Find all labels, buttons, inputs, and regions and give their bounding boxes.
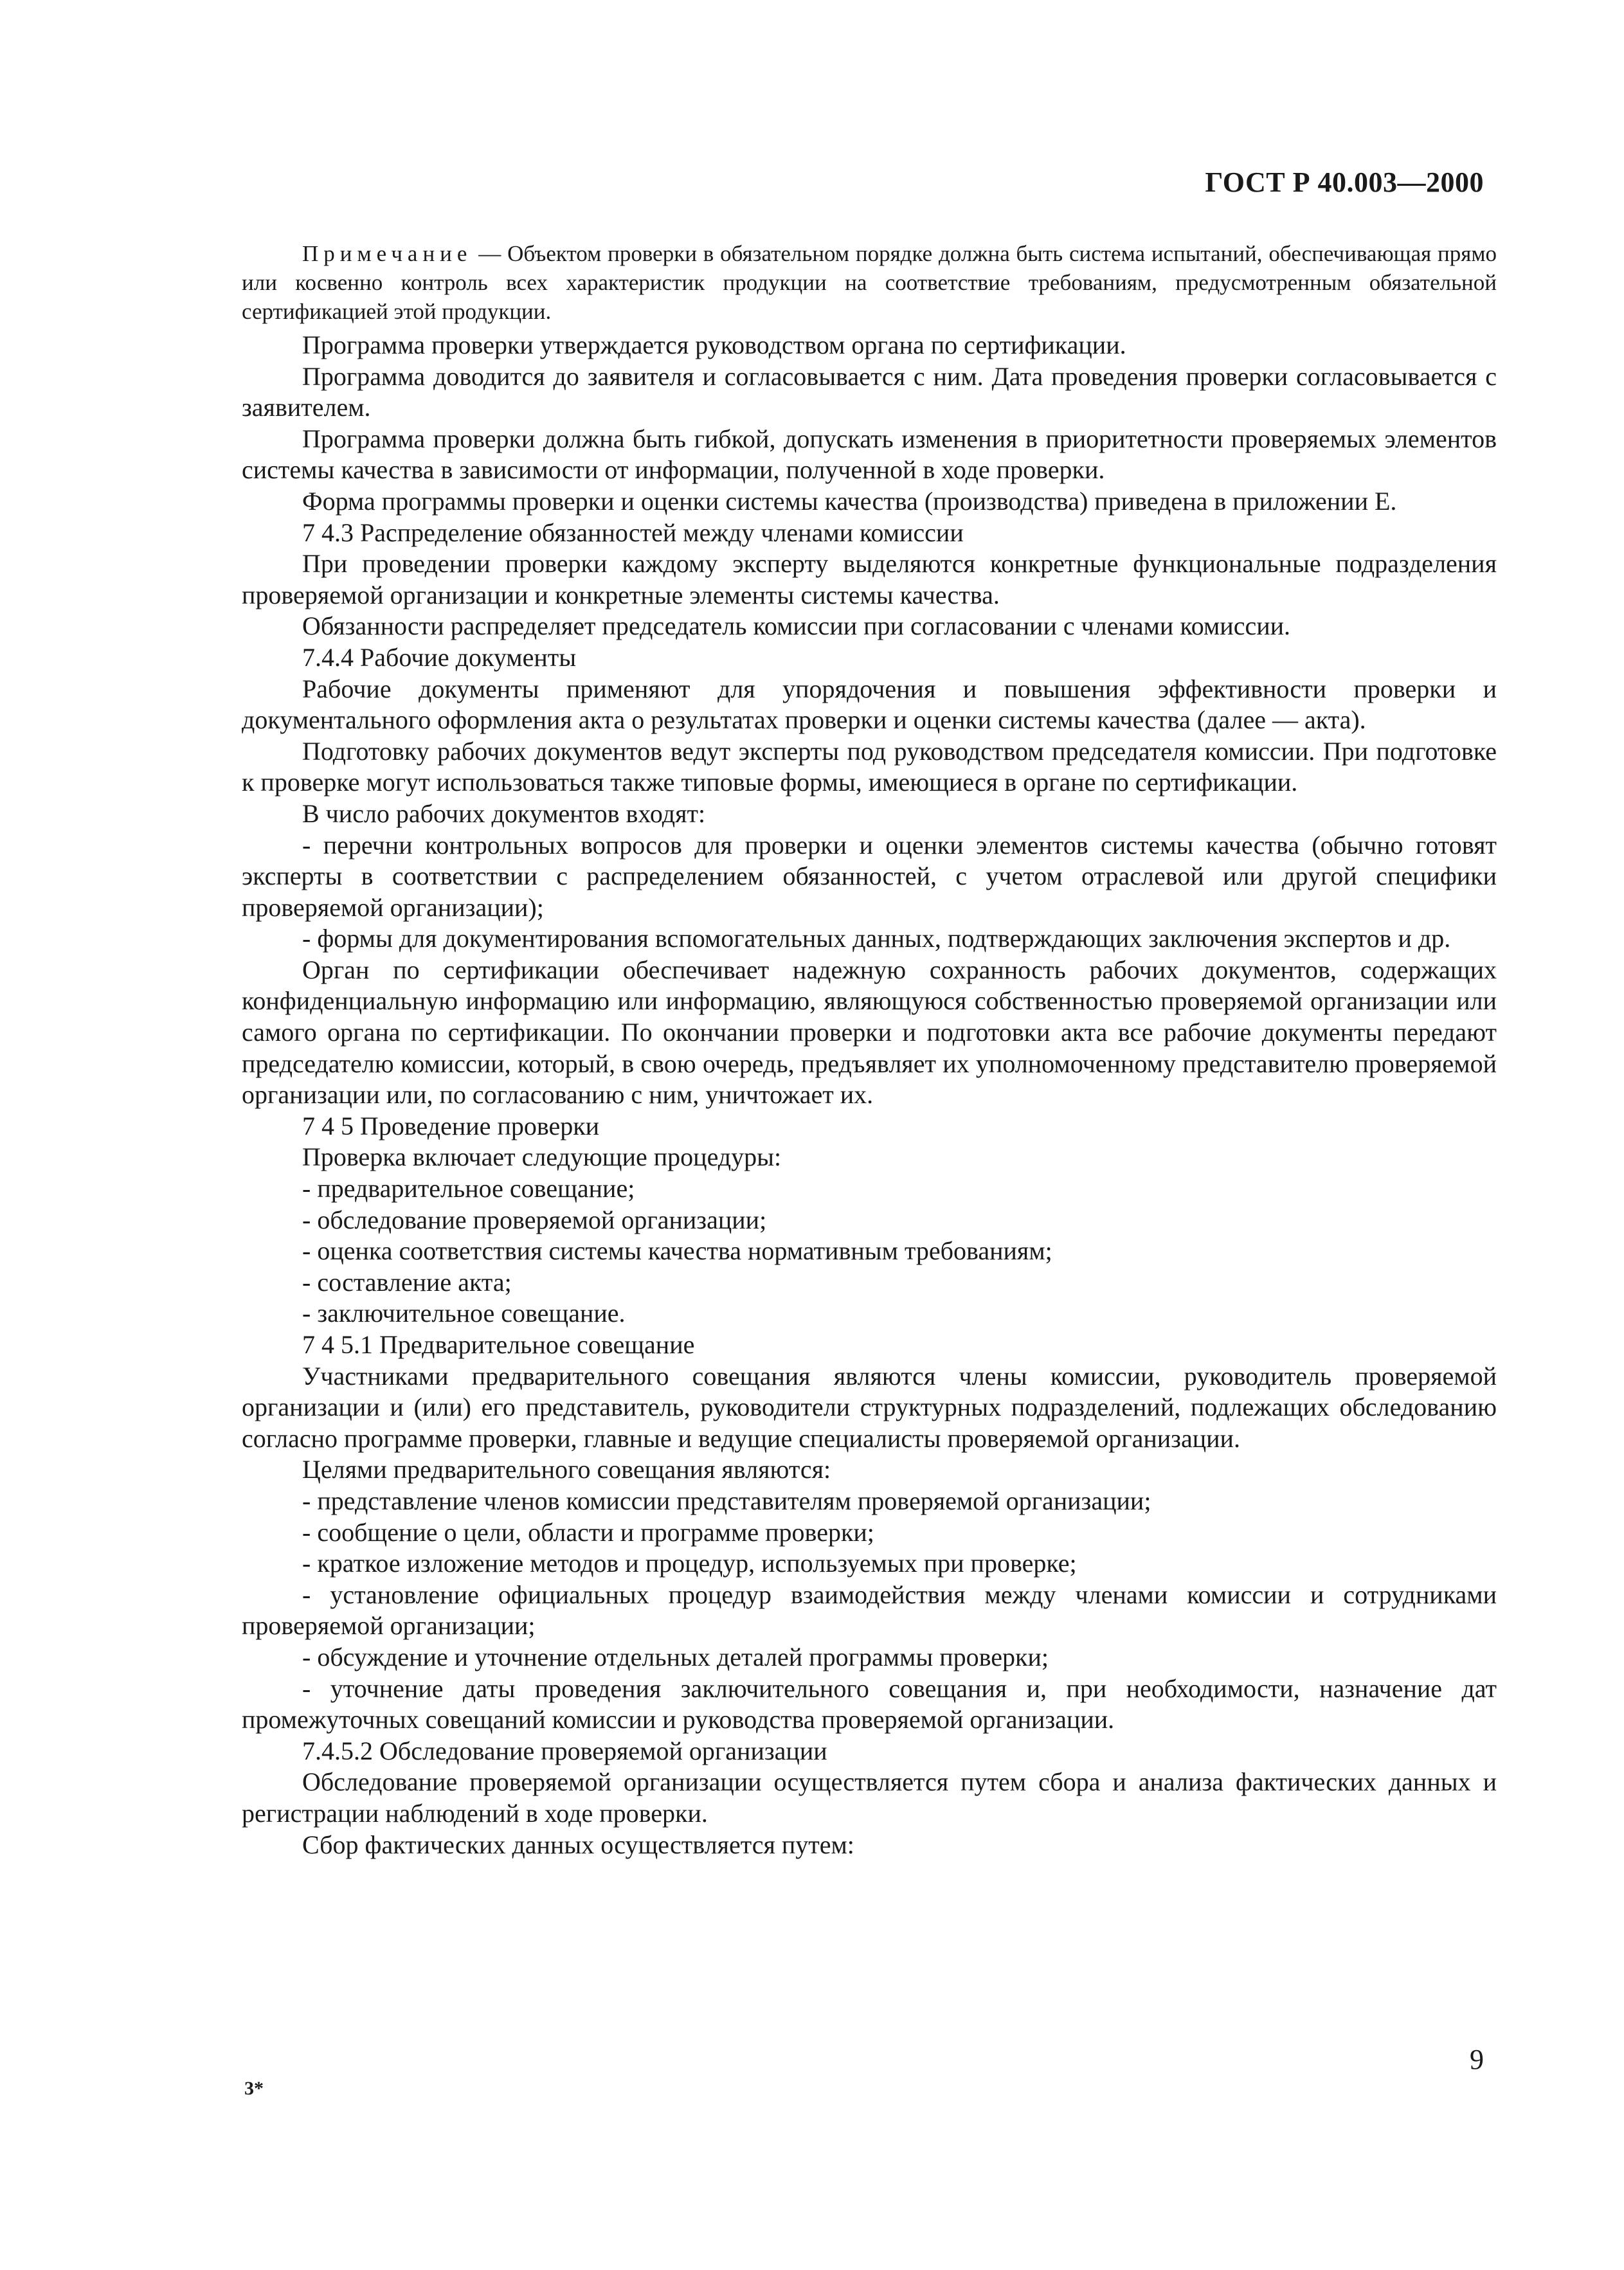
paragraph: Обязанности распределяет председатель комиссии при согласовании с членами комиссии. xyxy=(302,611,1291,641)
paragraph: Подготовку рабочих документов ведут эксперты под руководством председателя комиссии. При подготовке к проверке могут использоваться также типовые формы, имеющиеся в органе по сертификации. xyxy=(242,736,1497,797)
list-item: - заключительное совещание. xyxy=(302,1299,626,1328)
paragraph: Участниками предварительного совещания являются члены комиссии, руководитель проверяемой организации и (или) его представитель, руководители структурных подразделений, подлежащих обследованию согласно программе проверки, главные и ведущие специалисты проверяемой организации. xyxy=(242,1361,1497,1453)
section-heading: 7 4 5 Проведение проверки xyxy=(302,1111,600,1140)
note-paragraph xyxy=(242,239,1497,326)
paragraph: Программа проверки утверждается руководством органа по сертификации. xyxy=(302,330,1126,359)
note-label: Примечание xyxy=(302,241,473,266)
list-item: - составление акта; xyxy=(302,1267,512,1297)
paragraph: Орган по сертификации обеспечивает надежную сохранность рабочих документов, содержащих конфиденциальную информацию или информацию, являющуюся собственностью проверяемой организации или самого органа по сертификации. По окончании проверки и подготовки акта все рабочие документы передают председателю комиссии, который, в свою очередь, предъявляет их уполномоченному представителю проверяемой организации или, по согласованию с ним, уничтожает их. xyxy=(242,955,1497,1110)
list-item: - предварительное совещание; xyxy=(302,1174,635,1203)
list-item: - сообщение о цели, области и программе проверки; xyxy=(302,1517,874,1547)
document-header: ГОСТ Р 40.003—2000 xyxy=(1205,167,1484,198)
paragraph: Форма программы проверки и оценки системы качества (производства) приведена в приложении Е. xyxy=(302,486,1397,516)
list-item: - перечни контрольных вопросов для проверки и оценки элементов системы качества (обычно готовят эксперты в соответствии с распределением обязанностей, с учетом отраслевой или другой специфики проверяемой организации); xyxy=(242,830,1497,922)
list-item: - установление официальных процедур взаимодействия между членами комиссии и сотрудниками проверяемой организации; xyxy=(242,1580,1497,1641)
paragraph: Программа проверки должна быть гибкой, допускать изменения в приоритетности проверяемых элементов системы качества в зависимости от информации, полученной в ходе проверки. xyxy=(242,424,1497,485)
paragraph: Рабочие документы применяют для упорядочения и повышения эффективности проверки и документального оформления акта о результатах проверки и оценки системы качества (далее — акта). xyxy=(242,674,1497,735)
list-item: - оценка соответствия системы качества нормативным требованиям; xyxy=(302,1236,1052,1266)
page-number: 9 xyxy=(1470,2044,1484,2075)
paragraph: Целями предварительного совещания являются: xyxy=(302,1455,831,1484)
list-item: - формы для документирования вспомогательных данных, подтверждающих заключения экспертов и др. xyxy=(302,924,1451,953)
list-item: - обсуждение и уточнение отдельных деталей программы проверки; xyxy=(302,1642,1049,1671)
page-body xyxy=(242,239,1497,1860)
paragraph: Программа доводится до заявителя и согласовывается с ним. Дата проведения проверки согласовывается с заявителем. xyxy=(242,361,1497,422)
paragraph: Сбор фактических данных осуществляется путем: xyxy=(302,1830,854,1859)
list-item: - представление членов комиссии представителям проверяемой организации; xyxy=(302,1486,1151,1515)
paragraph: Обследование проверяемой организации осуществляется путем сбора и анализа фактических данных и регистрации наблюдений в ходе проверки. xyxy=(242,1767,1497,1828)
list-item: - обследование проверяемой организации; xyxy=(302,1205,767,1234)
section-heading: 7.4.5.2 Обследование проверяемой организации xyxy=(302,1736,827,1765)
section-heading: 7 4 5.1 Предварительное совещание xyxy=(302,1330,695,1359)
note-text: — Объектом проверки в обязательном порядке должна быть система испытаний, обеспечивающая прямо или косвенно контроль всех характеристик продукции на соответствие требованиям, предусмотренным обязательной сертификацией этой продукции. xyxy=(242,241,1497,324)
paragraph: В число рабочих документов входят: xyxy=(302,798,706,828)
paragraph: Проверка включает следующие процедуры: xyxy=(302,1142,782,1172)
list-item: - краткое изложение методов и процедур, используемых при проверке; xyxy=(302,1549,1077,1578)
paragraph: При проведении проверки каждому эксперту выделяются конкретные функциональные подразделения проверяемой организации и конкретные элементы системы качества. xyxy=(242,549,1497,609)
list-item: - уточнение даты проведения заключительного совещания и, при необходимости, назначение дат промежуточных совещаний комиссии и руководства проверяемой организации. xyxy=(242,1673,1497,1734)
sheet-signature-mark: 3* xyxy=(244,2078,264,2099)
section-heading: 7.4.4 Рабочие документы xyxy=(302,642,577,672)
section-heading: 7 4.3 Распределение обязанностей между членами комиссии xyxy=(302,518,964,547)
